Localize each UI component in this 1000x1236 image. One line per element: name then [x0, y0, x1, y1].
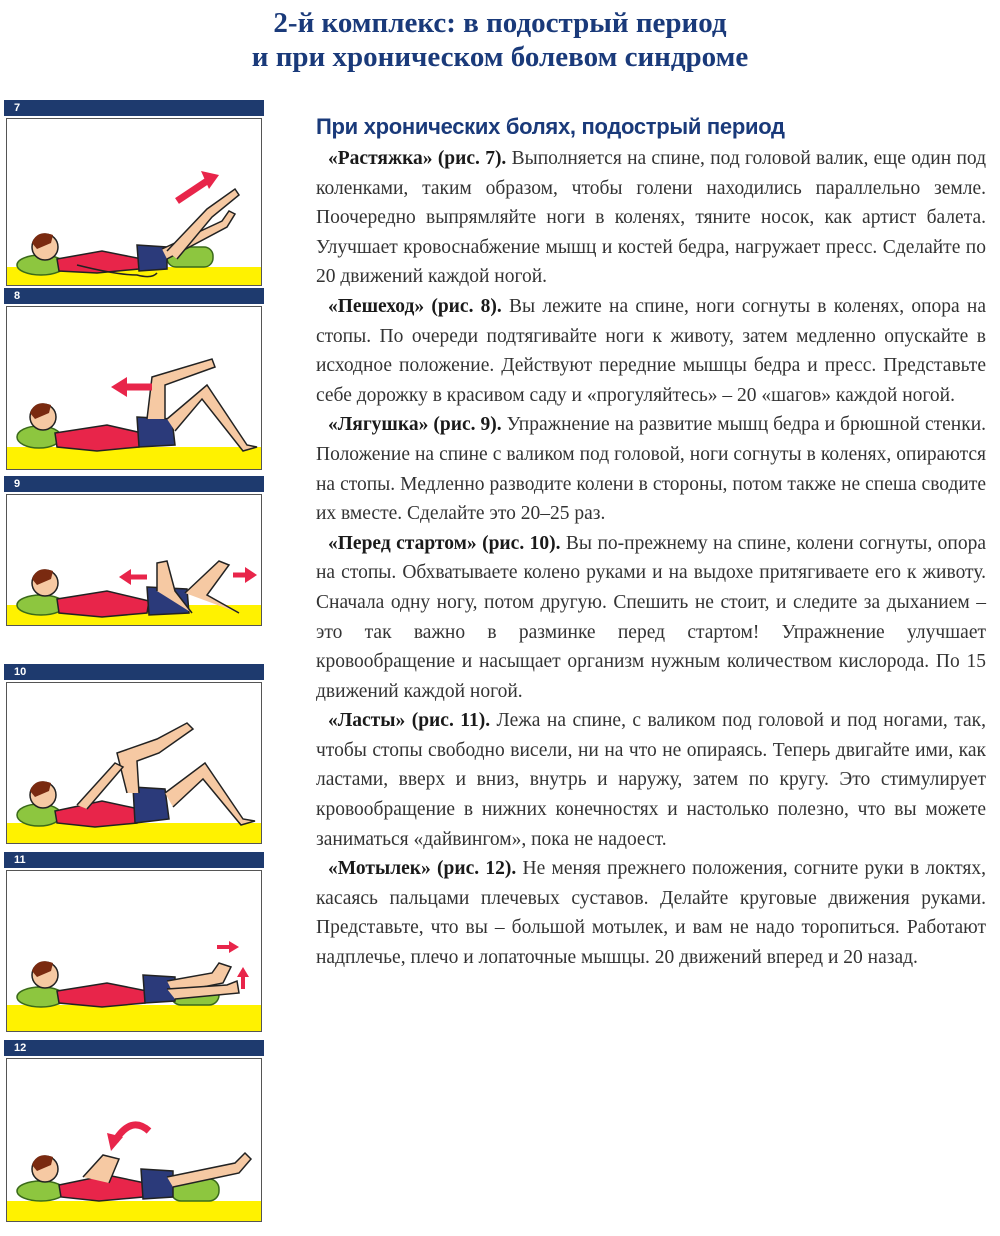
exercise-figure-ref: (рис. 10). [482, 532, 561, 554]
exercise-name: «Перед стартом» [328, 532, 477, 554]
figure-12-illustration [6, 1058, 262, 1222]
exercise-paragraph [316, 854, 986, 972]
exercise-name: «Растяжка» [328, 148, 433, 169]
exercise-description: Выполняется на спине, под головой валик, еще один под коленками, таким образом, чтобы голени находились параллельно земле. Поочередно выпрямляйте ноги в коленях, тяните носок, как артист балета. Улучшает кровоснабжение мышц и костей бедра, нагружает пресс. Сделайте по 20 движений каждой ногой. [316, 148, 986, 288]
exercise-text-column [316, 112, 986, 973]
figure-number: 7 [4, 100, 264, 116]
exercise-figure-ref: (рис. 11). [411, 710, 491, 732]
exercise-paragraph [316, 529, 986, 707]
figure-number: 8 [4, 288, 264, 304]
exercise-figure-ref: (рис. 9). [433, 414, 502, 436]
exercise-description: Не меняя прежнего положения, согните руки в локтях, касаясь пальцами плечевых суставов. Делайте круговые движения руками. Представьте, что вы – большой мотылек, и вам не надо торопиться. Работают надплечье, плечо и лопаточные мышцы. 20 движений вперед и 20 назад. [316, 858, 986, 969]
exercise-name: «Пешеход» [328, 295, 425, 317]
section-subheading: При хронических болях, подострый период [316, 114, 785, 139]
figure-8-illustration [6, 306, 262, 470]
exercise-description: Вы лежите на спине, ноги согнуты в коленях, опора на стопы. По очереди подтягивайте ноги к животу, затем медленно опускайте в исходное положение. Действуют передние мышцы бедра и пресс. Представьте себе дорожку в красивом саду и «прогуляйтесь» – 20 «шагов» каждой ногой. [316, 295, 986, 406]
exercise-paragraph [316, 410, 986, 528]
exercise-paragraph [316, 292, 986, 410]
figure-10-illustration [6, 682, 262, 844]
exercise-figure-ref: (рис. 7). [437, 148, 507, 169]
figure-7-illustration [6, 118, 262, 286]
exercise-paragraph [316, 706, 986, 854]
page-header [0, 6, 1000, 74]
exercise-paragraph [316, 144, 986, 292]
figure-9-illustration [6, 494, 262, 626]
exercise-description: Вы по-прежнему на спине, колени согнуты, опора на стопы. Обхватываете колено руками и на выдохе притягиваете его к животу. Сначала одну ногу, потом другую. Спешить не стоит, и следите за дыханием – это так важно в разминке перед стартом! Упражнение улучшает кровообращение и насыщает организм нужным количеством кислорода. По 15 движений каждой ногой. [316, 532, 986, 702]
exercise-figure-ref: (рис. 8). [431, 295, 502, 317]
figure-number: 12 [4, 1040, 264, 1056]
exercise-name: «Лягушка» [328, 414, 429, 436]
exercise-figure-ref: (рис. 12). [437, 858, 517, 880]
header-line-1: 2-й комплекс: в подострый период [273, 7, 727, 39]
figure-number: 10 [4, 664, 264, 680]
exercise-description: Упражнение на развитие мышц бедра и брюшной стенки. Положение на спине с валиком под головой, ноги согнуты в коленях, опираются на стопы. Медленно разводите колени в стороны, потом также не спеша сводите их вместе. Сделайте это 20–25 раз. [316, 414, 986, 525]
header-line-2: и при хроническом болевом синдроме [251, 41, 749, 73]
figure-number: 11 [4, 852, 264, 868]
exercise-description: Лежа на спине, с валиком под головой и под ногами, так, чтобы стопы свободно висели, ни на что не опираясь. Теперь двигайте ими, как ластами, вверх и вниз, внутрь и наружу, затем по кругу. Это стимулирует кровообращение в нижних конечностях и настолько полезно, что вы можете заниматься «дайвингом», пока не надоест. [316, 710, 986, 850]
figure-11-illustration [6, 870, 262, 1032]
exercise-name: «Ласты» [328, 710, 406, 732]
exercise-name: «Мотылек» [328, 858, 431, 880]
figure-number: 9 [4, 476, 264, 492]
